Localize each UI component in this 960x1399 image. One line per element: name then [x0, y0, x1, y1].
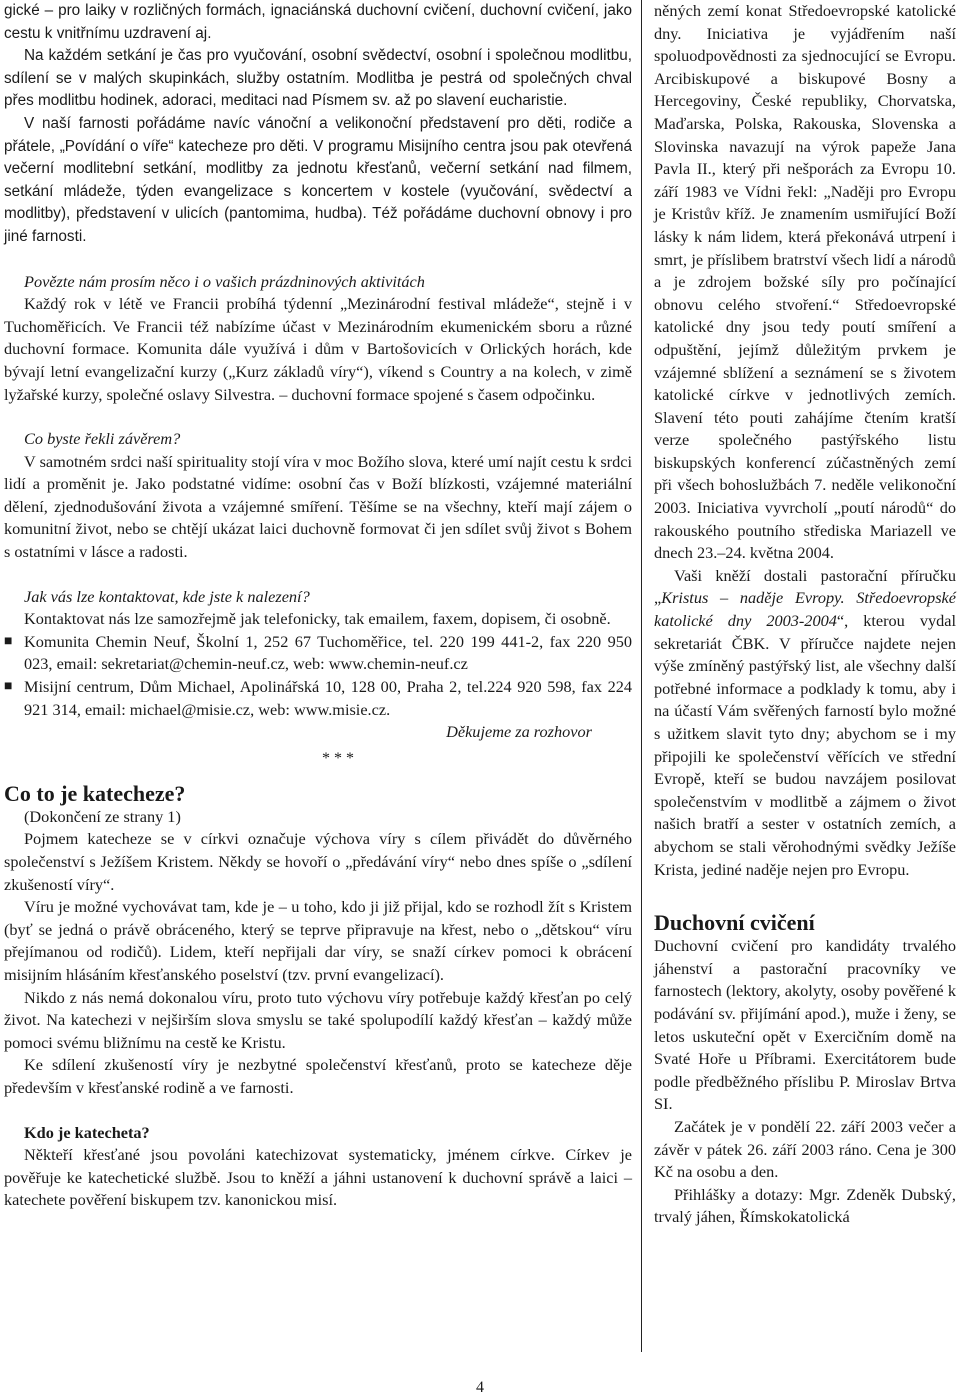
paragraph: Duchovní cvičení pro kandidáty trvalého jáhenství a pastorační pracovníky ve farnostech (lektory, akolyty, osoby pověřené k podávání sv. přijímání apod.), muže i ženy, se letos uskuteční opět v Exercičním domě na Svaté Hoře u Příbrami. Exercitátorem bude podle předběžného příslibu P. Miroslav Brtva SI. [654, 936, 956, 1114]
continuation-note: (Dokončení ze strany 1) [24, 806, 181, 826]
paragraph: Někteří křesťané jsou povoláni katechizovat systematicky, jménem církve. Církev je pověřuje ke katechetické službě. Jsou to kněží a jáhni ustanovení k duchovní správě a laici – katechete pověření biskupem tzv. kanonickou misí. [4, 1145, 632, 1210]
section-heading: Duchovní cvičení [654, 910, 815, 936]
paragraph: V samotném srdci naší spirituality stojí víra v moc Božího slova, které umí najít cestu k srdci lidí a proměnit je. Jako podstatné vidíme: osobní čas v Boží blízkosti, vzájemné materiální dělení, zjednodušování života a vzájemné smíření. Těšíme se na všechny, kteří mají zájem o komunitní život, nebo se chtějí ukázat laici duchovně formovat či jen sdílet svůj život s Bohem s ostatními v lásce a radosti. [4, 451, 632, 562]
paragraph: Každý rok v létě ve Francii probíhá týdenní „Mezinárodní festival mládeže“, stejně i v Tuchoměřicích. Ve Francii též nabízíme účast v Mezinárodním ekumenickém sboru a různé duchovní formace. Komunita dále využívá i dům v Bartošovicích v Orlických horách, kde bývají letní evangelizační kurzy („Kurz základů víry“), víkend s Country a na kolech, v zimě lyžařské kurzy, společné oslavy Silvestra. – duchovní formace spojené s časem odpočinku. [4, 294, 632, 404]
subheading: Kdo je katecheta? [24, 1122, 150, 1142]
paragraph: Kontaktovat nás lze samozřejmě jak telefonicky, tak emailem, faxem, dopisem, či osobně. [24, 609, 611, 629]
section-heading: Co to je katecheze? [4, 780, 186, 806]
section-separator: * * * [322, 749, 354, 767]
paragraph: Přihlášky a dotazy: Mgr. Zdeněk Dubský, trvalý jáhen, Římskokatolická [654, 1184, 956, 1227]
paragraph: Začátek je v pondělí 22. září 2003 večer a závěr v pátek 26. září 2003 ráno. Cena je 300 Kč na osobu a den. [654, 1116, 956, 1182]
paragraph: Vaši kněží dostali pastorační příručku „Kristus – naděje Evropy. Středoevropské katolické dny 2003-2004“, kterou vydal sekretariát ČBK. V příručce najdete nejen výše zmíněný pastýřský list, ale všechny další potřebné informace a podklady k tomu, aby i na účastí Vám svěřených farností bylo možné s užitkem slavit tyto dny; abychom se i my připojili ke společenství věřících ve střední Evropě, kteří se budou navzájem posilovat společenstvím v modlitbě a zájmem o život našich bratří a sester v ostatních zemích, a abychom se stali věrohodnými svědky Ježíše Krista, jediné naděje nejen pro Evropu. [654, 565, 956, 879]
interview-question: Jak vás lze kontaktovat, kde jste k nalezení? [24, 586, 310, 606]
contact-item: ■ Komunita Chemin Neuf, Školní 1, 252 67 Tuchoměřice, tel. 220 199 441-2, fax 220 950 023, email: sekretariat@chemin-neuf.cz, web: www.chemin-neuf.cz [4, 631, 632, 676]
contact-item: ■ Misijní centrum, Dům Michael, Apolinářská 10, 128 00, Praha 2, tel.224 920 598, fax 224 921 314, email: michael@misie.cz, web: www.misie.cz. [4, 676, 632, 721]
paragraph: Pojmem katecheze se v církvi označuje výchova víry s cílem přivádět do důvěrného společenství s Ježíšem Kristem. Někdy se hovoří o „předávání víry“ nebo dnes spíše o „sdílení zkušeností víry“. [4, 829, 632, 894]
paragraph: Nikdo z nás nemá dokonalou víru, proto tuto výchovu víry potřebuje každý křesťan po celý život. Na katechezi v nejširším slova smyslu se také spolupodílí každý křesťan – každý může pomoci svému bližnímu na cestě ke Kristu. [4, 987, 632, 1052]
interview-question: Povězte nám prosím něco i o vašich prázdninových aktivitách [24, 271, 425, 291]
page-number: 4 [476, 1379, 484, 1396]
bullet-square-icon: ■ [4, 679, 13, 695]
paragraph: V naší farnosti pořádáme navíc vánoční a velikonoční představení pro děti, rodiče a přátele, „Povídání o víře“ katecheze pro děti. V programu Misijního centra jsou pak otevřená večerní modlitební setkání, modlitby za jednotu křesťanů, večerní setkání nad filmem, setkání mládeže, týden evangelizace s koncertem v kostele (vyučování, svědectví a modlitby), představení v ulicích (pantomima, hudba). Též pořádáme duchovní obnovy i pro jiné farnosti. [4, 114, 632, 245]
paragraph: něných zemí konat Středoevropské katolické dny. Iniciativa je vyjádřením naší spoluodpovědnosti za sjednocující se Evropu. Arcibiskupové a biskupové Bosny a Hercegoviny, České republiky, Chorvatska, Maďarska, Polska, Rakouska, Slovenska a Slovinska navazují na výrok papeže Jana Pavla II., který při nešporách za Evropu 10. září 1983 ve Vídni řekl: „Naději pro Evropu je Kristův kříž. Je znamením usmiřující Boží lásky k nám lidem, která překonává utrpení i smrt, je příslibem bratrství všech lidí a národů a je zdrojem božské síly pro počínající obnovu celého stvoření.“ Středoevropské katolické dny jsou tedy poutí smíření a odpuštění, jejímž důležitým prvkem je vzájemné sblížení a seznámení se s životem katolické církve v jednotlivých zemích. Slavení této pouti zahájíme čtením kratší verze společného pastýřského listu biskupských konferencí zúčastněných zemí při všech bohoslužbách 7. neděle velikonoční 2003. Iniciativa vyvrcholí „poutí národů“ do rakouského poutního střediska Mariazell ve dnech 23.–24. května 2004. [654, 1, 956, 563]
column-divider [641, 0, 642, 1352]
right-column [654, 0, 956, 1229]
paragraph: Víru je možné vychovávat tam, kde je – u toho, kdo ji již přijal, kdo se rozhodl žít s Kristem (byť se jedná o právě obráceného, který se teprve připravuje na křest, nebo o „dětskou“ víru přejímanou od rodičů). Lidem, kteří nepřijali dar víry, se snaží církev pomoci k obrácení misijním hlásáním křesťanského poselství (tzv. první evangelizací). [4, 897, 632, 984]
bullet-square-icon: ■ [4, 633, 13, 649]
interview-question: Co byste řekli závěrem? [24, 429, 181, 449]
paragraph: gické – pro laiky v rozličných formách, ignaciánská duchovní cvičení, duchovní cvičení, jako cestu k vnitřnímu uzdravení aj. [4, 2, 632, 42]
closing-thanks: Děkujeme za rozhovor [446, 722, 592, 742]
left-column [4, 0, 632, 1212]
paragraph: Ke sdílení zkušeností víry je nezbytné společenství křesťanů, proto se katecheze děje především v křesťanské rodině a ve farnosti. [4, 1055, 632, 1097]
paragraph: Na každém setkání je čas pro vyučování, osobní svědectví, osobní i společnou modlitbu, sdílení se v malých skupinkách, služby ostatním. Modlitba je pestrá od společných chval přes modlitbu hodinek, adoraci, meditaci nad Písmem sv. až po slavení eucharistie. [4, 47, 632, 110]
